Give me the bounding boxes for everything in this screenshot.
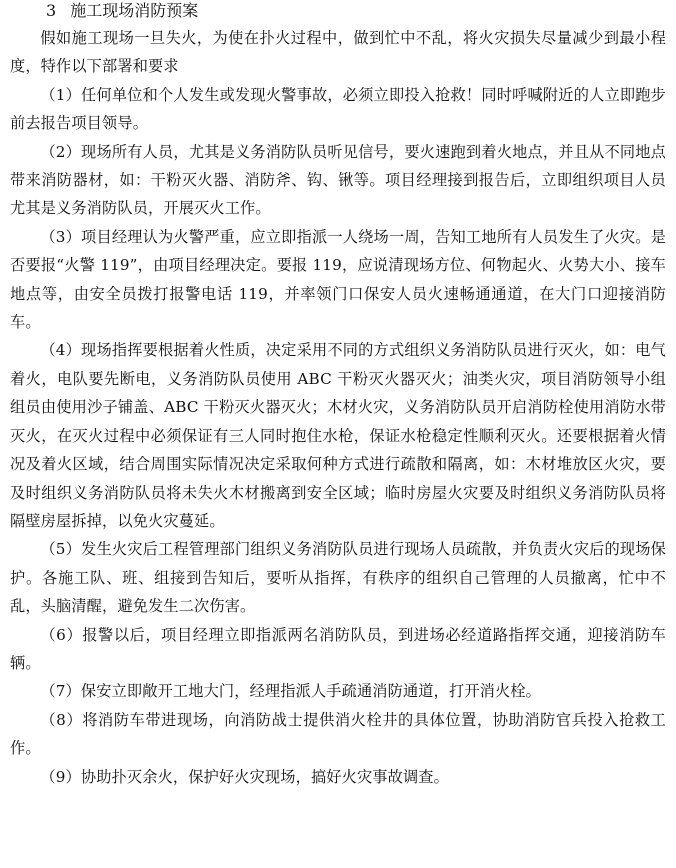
paragraph-item-2: （2）现场所有人员，尤其是义务消防队员听见信号，要火速跑到着火地点，并且从不同地点带来消防器材，如：干粉灭火器、消防斧、钩、锹等。项目经理接到报告后，立即组织项目人员尤其是义务消防队员，开展灭火工作。 (10, 142, 666, 218)
paragraph-item-3: （3）项目经理认为火警严重，应立即指派一人绕场一周，告知工地所有人员发生了火灾。是否要报“火警 119”，由项目经理决定。要报 119，应说清现场方位、何物起火、火势大小、接车地点等，由安全员拨打报警电话 119，并率领门口保安人员火速畅通通道，在大门口迎接消防车。 (10, 227, 666, 332)
section-number: 3 (46, 1, 57, 20)
paragraph-item-8: （8）将消防车带进现场，向消防战士提供消火栓井的具体位置，协助消防官兵投入抢救工作。 (10, 710, 666, 758)
paragraph-item-5: （5）发生火灾后工程管理部门组织义务消防队员进行现场人员疏散，并负责火灾后的现场保护。各施工队、班、组接到告知后，要听从指挥，有秩序的组织自己管理的人员撤离，忙中不乱，头脑清醒，避免发生二次伤害。 (10, 540, 666, 616)
paragraph-item-1: （1）任何单位和个人发生或发现火警事故，必须立即投入抢救！同时呼喊附近的人立即跑步前去报告项目领导。 (10, 85, 666, 133)
section-title: 施工现场消防预案 (70, 1, 199, 20)
paragraph-item-9: （9）协助扑灭余火，保护好火灾现场，搞好火灾事故调查。 (40, 767, 449, 786)
document-body (10, 0, 666, 791)
paragraph-item-7: （7）保安立即敞开工地大门，经理指派人手疏通消防通道，打开消火栓。 (40, 682, 542, 701)
section-heading (10, 0, 666, 22)
intro-paragraph: 假如施工现场一旦失火，为使在扑火过程中，做到忙中不乱，将火灾损失尽量减少到最小程度，特作以下部署和要求 (10, 29, 666, 76)
paragraph-item-6: （6）报警以后，项目经理立即指派两名消防队员，到进场必经道路指挥交通，迎接消防车辆。 (10, 625, 666, 672)
paragraph-item-4: （4）现场指挥要根据着火性质，决定采用不同的方式组织义务消防队员进行灭火，如：电气着火，电队要先断电，义务消防队员使用 ABC 干粉灭火器灭火；油类火灾，项目消防领导小组组员由使用沙子铺盖、ABC 干粉灭火器灭火；木材火灾，义务消防队员开启消防栓使用消防水带灭火，在灭火过程中必须保证有三人同时抱住水枪，保证水枪稳定性顺利灭火。还要根据着火情况及着火区域，结合周围实际情况决定采取何种方式进行疏散和隔离，如：木材堆放区火灾，要及时组织义务消防队员将未失火木材搬离到安全区域；临时房屋火灾要及时组织义务消防队员将隔壁房屋拆掉，以免火灾蔓延。 (10, 341, 666, 530)
